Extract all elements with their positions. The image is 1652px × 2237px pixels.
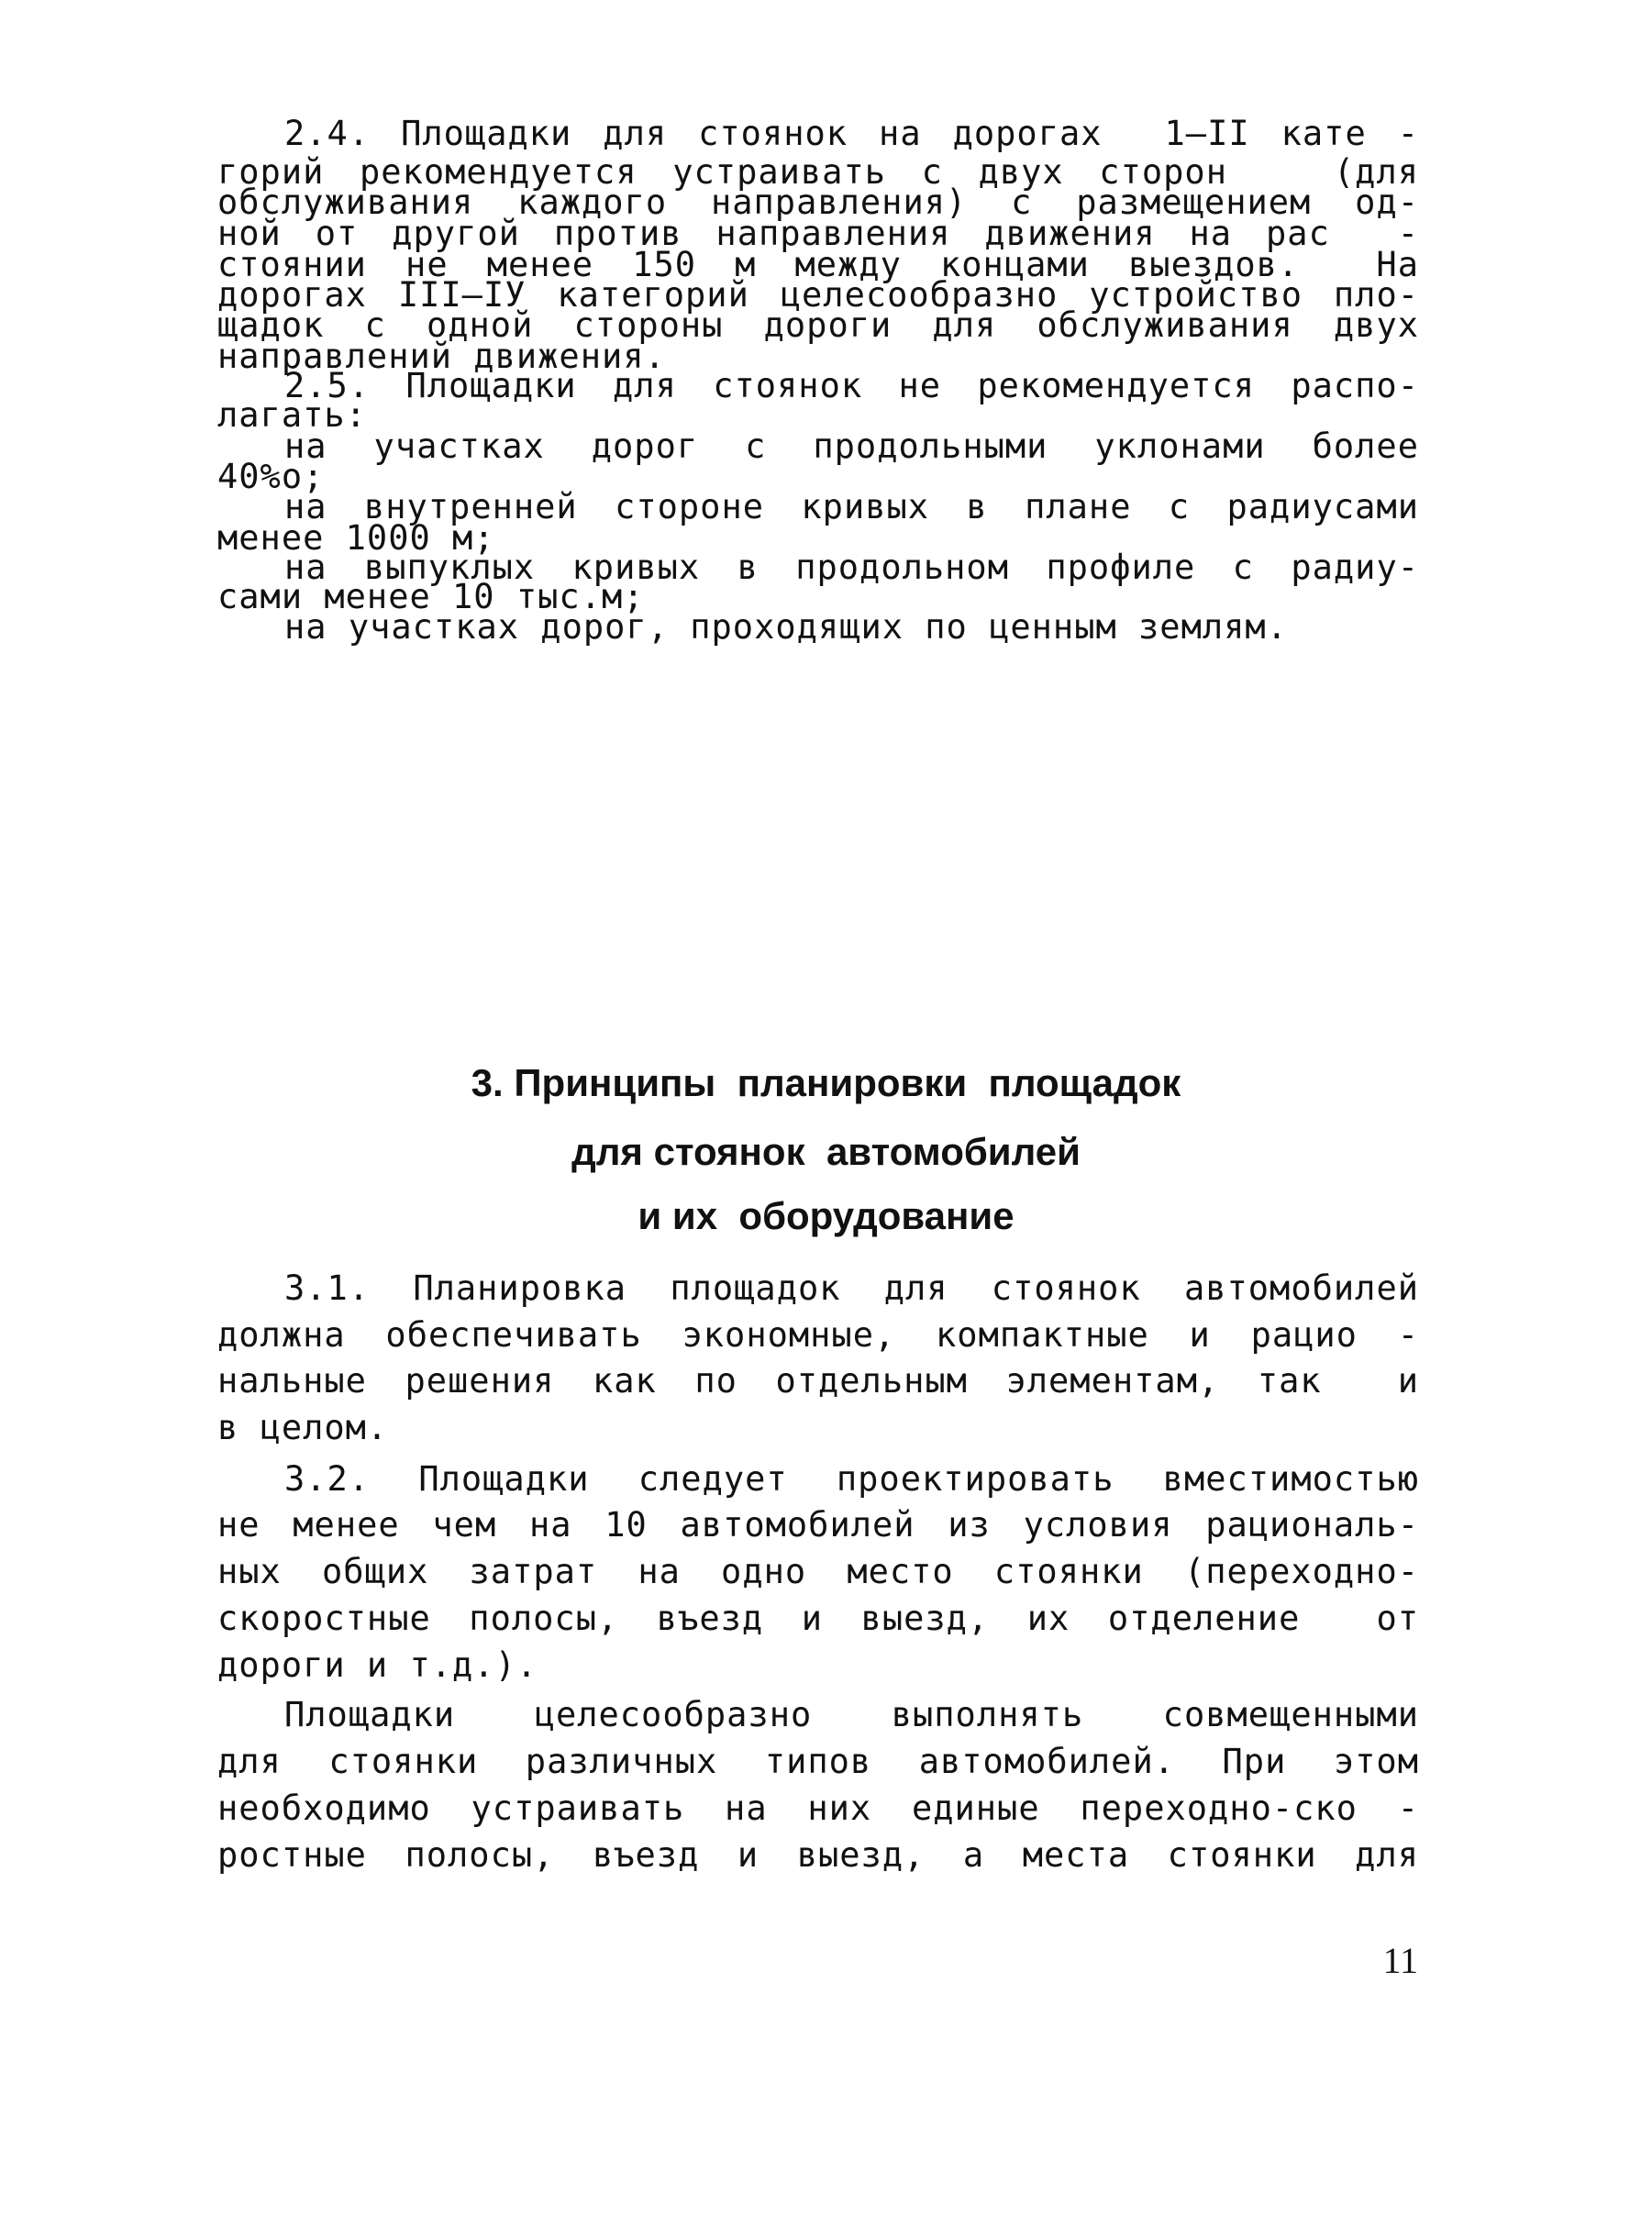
p3-2-line-5: дороги и т.д.). xyxy=(217,1645,538,1685)
p3-2-line-4: скоростные полосы, въезд и выезд, их отделение от xyxy=(217,1599,1419,1638)
item-2-line-1: на внутренней стороне кривых в плане с радиусами xyxy=(284,487,1419,526)
p2-4-line-4: ной от другой против направления движения на рас - xyxy=(217,214,1419,253)
section-heading-line-3: и их оборудование xyxy=(638,1194,1014,1237)
p3-2-line-3: ных общих затрат на одно место стоянки (переходно- xyxy=(217,1552,1419,1591)
p3-2-line-2: не менее чем на 10 автомобилей из условия рациональ- xyxy=(217,1505,1419,1545)
item-1-line-2: 40%о; xyxy=(217,457,325,496)
item-1-line-1: на участках дорог с продольными уклонами более xyxy=(284,426,1419,466)
p2-4-line-1: 2.4. Площадки для стоянок на дорогах 1–II кате - xyxy=(284,114,1419,153)
section-heading-line-2: для стоянок автомобилей xyxy=(571,1130,1081,1173)
p3-2-line-1: 3.2. Площадки следует проектировать вместимостью xyxy=(284,1459,1419,1499)
p3-3-line-2: для стоянки различных типов автомобилей. При этом xyxy=(217,1742,1419,1781)
p3-1-line-2: должна обеспечивать экономные, компактные и рацио - xyxy=(217,1315,1419,1355)
item-2-line-2: менее 1000 м; xyxy=(217,518,495,558)
p2-4-line-8: направлений движения. xyxy=(217,337,666,376)
p2-4-line-5: стоянии не менее 150 м между концами выездов. На xyxy=(217,245,1419,284)
p2-4-line-2: горий рекомендуется устраивать с двух сторон (для xyxy=(217,152,1419,192)
p3-1-line-4: в целом. xyxy=(217,1408,389,1447)
p3-3-line-1: Площадки целесообразно выполнять совмещенными xyxy=(284,1695,1419,1734)
p2-4-line-3: обслуживания каждого направления) с размещением од- xyxy=(217,183,1419,222)
p2-4-line-7: щадок с одной стороны дороги для обслуживания двух xyxy=(217,305,1419,345)
item-3-line-1: на выпуклых кривых в продольном профиле с радиу- xyxy=(284,548,1419,587)
p3-3-line-4: ростные полосы, въезд и выезд, а места стоянки для xyxy=(217,1835,1419,1875)
page-number: 11 xyxy=(1382,1940,1418,1981)
p2-4-line-6: дорогах III–IУ категорий целесообразно устройство пло- xyxy=(217,275,1419,315)
item-3-line-2: сами менее 10 тыс.м; xyxy=(217,577,645,616)
p3-1-line-3: нальные решения как по отдельным элементам, так и xyxy=(217,1361,1419,1401)
p3-1-line-1: 3.1. Планировка площадок для стоянок автомобилей xyxy=(284,1268,1419,1308)
p2-5-line-1: 2.5. Площадки для стоянок не рекомендуется распо- xyxy=(284,366,1419,405)
item-4-line-1: на участках дорог, проходящих по ценным землям. xyxy=(284,607,1288,647)
p3-3-line-3: необходимо устраивать на них единые переходно-ско - xyxy=(217,1788,1419,1828)
section-heading-line-1: 3. Принципы планировки площадок xyxy=(471,1061,1181,1104)
p2-5-line-2: лагать: xyxy=(217,395,367,435)
